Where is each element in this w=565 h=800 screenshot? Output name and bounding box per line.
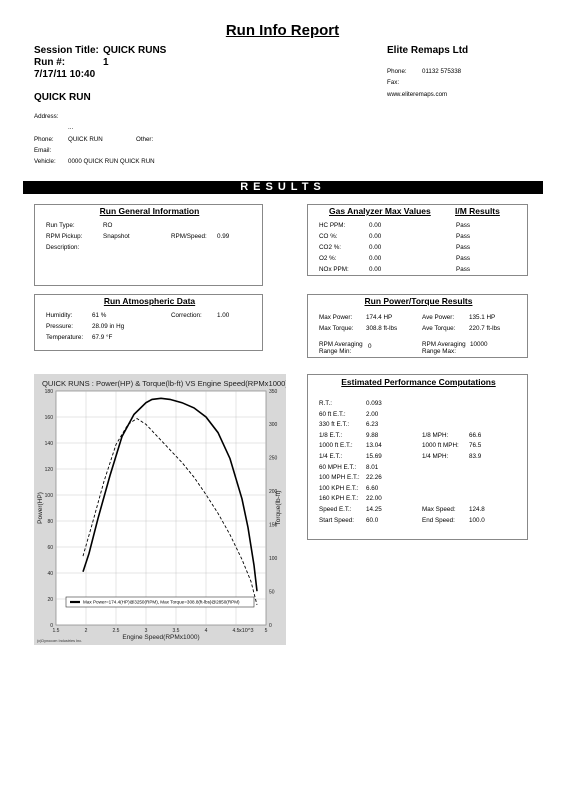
power-torque-panel <box>307 294 528 358</box>
perf-label: 1000 ft MPH: <box>422 442 459 450</box>
y-tick-label: 160 <box>44 414 53 421</box>
run-datetime: 7/17/11 10:40 <box>34 69 96 80</box>
x-tick-label: 4 <box>204 628 208 634</box>
general-info-title: Run General Information <box>99 206 200 216</box>
perf-label: 1/8 MPH: <box>422 431 449 439</box>
y-tick-label: 80 <box>47 518 53 525</box>
temperature-value: 67.9 °F <box>92 334 113 341</box>
performance-panel <box>307 374 528 540</box>
perf-label: Max Speed: <box>422 506 456 513</box>
perf-value: 76.5 <box>469 442 482 450</box>
power-torque-title: Run Power/Torque Results <box>364 296 473 306</box>
y-tick-label: 100 <box>44 492 53 499</box>
perf-label: Speed E.T.: <box>319 506 352 513</box>
correction-value: 1.00 <box>217 312 230 319</box>
y2-tick-label: 150 <box>269 522 278 529</box>
y2-tick-label: 300 <box>269 422 278 429</box>
description-label: Description: <box>46 244 80 251</box>
phone-label: Phone: <box>34 136 54 143</box>
perf-label: 1000 ft E.T.: <box>319 442 353 450</box>
x-tick-label: 3 <box>144 628 148 634</box>
perf-label: 100 MPH E.T.: <box>319 474 360 482</box>
general-info-panel <box>34 204 263 286</box>
chart-legend <box>66 597 254 607</box>
humidity-label: Humidity: <box>46 312 73 319</box>
perf-value: 9.88 <box>366 431 379 439</box>
perf-value: 6.23 <box>366 421 379 429</box>
gas-analyzer-title: Gas Analyzer Max Values <box>329 206 431 216</box>
vehicle-label: Vehicle: <box>34 158 56 165</box>
plot-area <box>56 391 266 625</box>
im-results-title: I/M Results <box>455 206 500 216</box>
y2-tick-label: 50 <box>269 589 275 596</box>
atmospheric-title: Run Atmospheric Data <box>103 296 196 306</box>
rpm-speed-value: 0.99 <box>217 233 230 240</box>
perf-value: 0.093 <box>366 400 382 407</box>
y2-tick-label: 350 <box>269 388 278 395</box>
humidity-value: 61 % <box>92 312 107 319</box>
company-website: www.eliteremaps.com <box>387 91 448 98</box>
y2-tick-label: 200 <box>269 489 278 496</box>
range-min-label: Range Min: <box>319 348 352 355</box>
gas-row-value: 0.00 <box>369 233 382 240</box>
perf-label: 330 ft E.T.: <box>319 421 350 429</box>
ave-power-label: Ave Power: <box>422 314 455 321</box>
power-torque-chart <box>34 374 286 645</box>
pressure-label: Pressure: <box>46 323 73 330</box>
address-label: Address: <box>34 113 59 120</box>
perf-value: 22.00 <box>366 495 382 503</box>
gas-row-label: HC PPM: <box>319 222 346 229</box>
rpm-averaging-label-max: RPM Averaging <box>422 341 466 348</box>
perf-value: 60.0 <box>366 516 379 524</box>
max-torque-label: Max Torque: <box>319 325 354 332</box>
rpm-averaging-value-min: 0 <box>368 343 372 350</box>
y2-tick-label: 0 <box>269 622 272 629</box>
chart-title: QUICK RUNS : Power(HP) & Torque(lb-ft) VS Engine Speed(RPMx1000) <box>42 379 286 388</box>
perf-value: 83.9 <box>469 453 482 460</box>
x-axis-label: Engine Speed(RPMx1000) <box>122 634 200 641</box>
session-title-label: Session Title: <box>34 45 99 56</box>
correction-label: Correction: <box>171 312 202 319</box>
atmospheric-panel <box>34 294 263 351</box>
im-result: Pass <box>456 244 470 251</box>
x-axis-multiplier: x10^3 <box>239 628 254 634</box>
y-tick-label: 20 <box>47 596 53 603</box>
gas-analyzer-panel <box>307 204 528 276</box>
y-tick-label: 0 <box>50 622 53 629</box>
rpm-pickup-value: Snapshot <box>103 233 130 240</box>
im-result: Pass <box>456 233 470 240</box>
legend-text: Max Power=174.4(HP)@3250(RPM), Max Torque=308.8(ft-lbs)@2850(RPM) <box>83 599 240 605</box>
ave-power-value: 135.1 HP <box>469 314 496 321</box>
company-fax-label: Fax: <box>387 79 400 86</box>
perf-value: 66.6 <box>469 431 482 439</box>
perf-label: R.T.: <box>319 400 332 407</box>
chart-svg <box>34 374 286 645</box>
im-result: Pass <box>456 255 470 262</box>
max-power-value: 174.4 HP <box>366 314 393 321</box>
ave-torque-label: Ave Torque: <box>422 325 456 332</box>
gas-row-value: 0.00 <box>369 266 382 273</box>
ave-torque-value: 220.7 ft-lbs <box>469 325 501 332</box>
perf-label: 60 MPH E.T.: <box>319 463 357 471</box>
gas-row-value: 0.00 <box>369 222 382 229</box>
y2-tick-label: 100 <box>269 555 278 562</box>
x-tick-label: 1.5 <box>52 628 60 634</box>
x-tick-label: 5 <box>264 628 268 634</box>
perf-label: 60 ft E.T.: <box>319 410 346 418</box>
temperature-label: Temperature: <box>46 334 84 341</box>
perf-label: Start Speed: <box>319 516 355 524</box>
phone-value: QUICK RUN <box>68 136 103 143</box>
y-tick-label: 120 <box>44 466 53 473</box>
perf-label: 1/8 E.T.: <box>319 431 343 439</box>
rpm-pickup-label: RPM Pickup: <box>46 233 83 240</box>
im-result: Pass <box>456 266 470 273</box>
performance-title: Estimated Performance Computations <box>341 377 496 387</box>
perf-label: 160 KPH E.T.: <box>319 495 359 503</box>
range-max-label: Range Max: <box>422 348 456 355</box>
other-label: Other: <box>136 136 154 143</box>
perf-value: 100.0 <box>469 516 485 524</box>
gas-row-label: CO2 %: <box>319 244 342 251</box>
perf-label: 1/4 E.T.: <box>319 453 343 460</box>
copyright-text: (c)Dynocom Industries Inc. <box>37 639 83 643</box>
im-result: Pass <box>456 222 470 229</box>
gas-row-value: 0.00 <box>369 244 382 251</box>
run-type-label: Run Type: <box>46 222 75 229</box>
x-tick-label: 2.5 <box>112 628 120 634</box>
x-tick-label: 3.5 <box>172 628 180 634</box>
perf-value: 15.69 <box>366 453 382 460</box>
company-name: Elite Remaps Ltd <box>387 45 469 56</box>
y-tick-label: 140 <box>44 440 53 447</box>
y-axis-label: Power(HP) <box>37 492 44 524</box>
run-number-value: 1 <box>103 57 109 68</box>
session-title-value: QUICK RUNS <box>103 45 167 56</box>
gas-row-label: NOx PPM: <box>319 266 349 273</box>
vehicle-value: 0000 QUICK RUN QUICK RUN <box>68 158 155 165</box>
max-power-label: Max Power: <box>319 314 353 321</box>
gas-row-value: 0.00 <box>369 255 382 262</box>
y-tick-label: 180 <box>44 388 53 395</box>
perf-value: 6.60 <box>366 484 379 492</box>
max-torque-value: 308.8 ft-lbs <box>366 325 398 332</box>
rpm-speed-label: RPM/Speed: <box>171 233 207 240</box>
customer-name: QUICK RUN <box>34 92 91 103</box>
perf-value: 2.00 <box>366 410 379 418</box>
address-value: ... <box>68 124 74 131</box>
rpm-averaging-value-max: 10000 <box>470 341 488 348</box>
perf-value: 14.25 <box>366 506 382 513</box>
gas-row-label: CO %: <box>319 233 338 240</box>
perf-label: End Speed: <box>422 516 455 524</box>
rpm-averaging-label-min: RPM Averaging <box>319 341 363 348</box>
perf-value: 13.04 <box>366 442 382 450</box>
email-label: Email: <box>34 147 52 154</box>
y-tick-label: 60 <box>47 544 53 551</box>
run-type-value: RO <box>103 222 113 229</box>
y2-axis-label: Torque(lb-ft) <box>275 490 282 526</box>
perf-label: 1/4 MPH: <box>422 453 449 460</box>
report-title: Run Info Report <box>225 22 340 39</box>
run-number-label: Run #: <box>34 57 66 68</box>
pressure-value: 28.09 in Hg <box>92 323 125 330</box>
perf-value: 8.01 <box>366 463 379 471</box>
perf-label: 100 KPH E.T.: <box>319 484 359 492</box>
x-tick-label: 4.5 <box>232 628 240 634</box>
company-phone-label: Phone: <box>387 68 407 75</box>
gas-row-label: O2 %: <box>319 255 337 262</box>
y2-tick-label: 250 <box>269 455 278 462</box>
x-tick-label: 2 <box>84 628 88 634</box>
perf-value: 124.8 <box>469 506 485 513</box>
y-tick-label: 40 <box>47 570 53 577</box>
results-banner: RESULTS <box>23 181 543 194</box>
company-phone-value: 01132 575338 <box>422 68 462 75</box>
perf-value: 22.26 <box>366 474 382 482</box>
